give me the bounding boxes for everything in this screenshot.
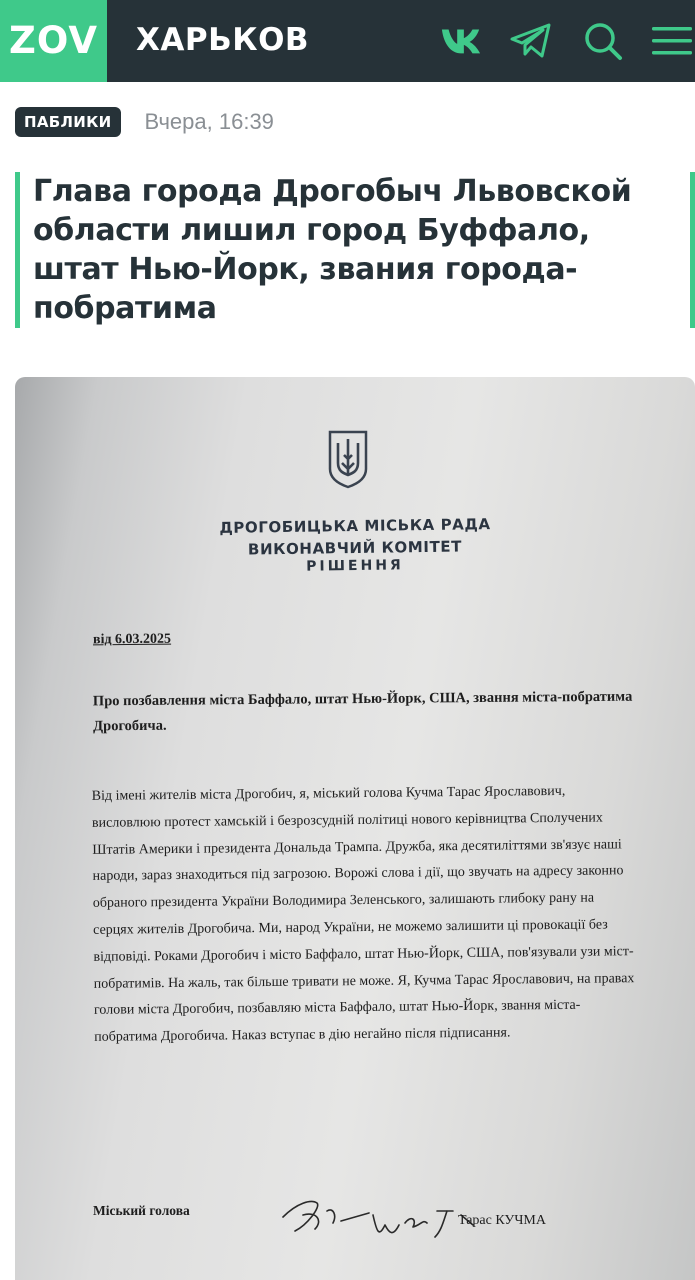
article-title: Глава города Дрогобыч Львовской области лишил город Буффало, штат Нью-Йорк, звания города-побратима	[33, 174, 632, 326]
mayor-label: Міський голова	[93, 1203, 190, 1218]
committee-name: ВИКОНАВЧИЙ КОМІТЕТ	[247, 537, 463, 559]
menu-icon[interactable]	[651, 20, 693, 62]
article-image[interactable]	[15, 377, 695, 1280]
vk-icon[interactable]	[440, 20, 482, 62]
article-title-block	[15, 172, 695, 328]
trident-emblem-icon	[327, 429, 369, 489]
document-date: від 6.03.2025	[92, 631, 172, 648]
city-title[interactable]: ХАРЬКОВ	[136, 22, 310, 58]
telegram-icon[interactable]	[510, 20, 552, 62]
document-photo	[15, 377, 695, 1280]
search-icon[interactable]	[582, 20, 624, 62]
publish-time: Вчера, 16:39	[144, 109, 274, 134]
document-subject: Про позбавлення міста Баффало, штат Нью-Йорк, США, звання міста-побратима Дрогобича.	[92, 688, 633, 735]
site-logo[interactable]: ZOV	[0, 0, 107, 82]
mayor-name: Тарас КУЧМА	[458, 1213, 546, 1228]
decision-heading: РІШЕННЯ	[306, 557, 404, 575]
handwritten-signature-icon	[277, 1185, 477, 1245]
top-bar	[0, 0, 695, 82]
document-body: Від імені жителів міста Дрогобич, я, міський голова Кучма Тарас Ярославович, висловлюю протест хамській і безрозсудній політиці нового керівництва Сполучених Штатів Америки і президента Дональда Трампа. Дружба, яка десятиліттями зв'язує наші народи, зараз знаходиться під загрозою. Ворожі слова і дії, що звучать на адресу законно обраного президента України Володимира Зеленського, залишають глибоку рану на серцях жителів Дрогобича. Ми, народ України, не можемо залишити ці провокації без відповіді. Роками Дрогобич і місто Баффало, штат Нью-Йорк, США, пов'язували узи міст-побратимів. На жаль, так більше тривати не може. Я, Кучма Тарас Ярославович, на правах голови міста Дрогобич, позбавляю міста Баффало, штат Нью-Йорк, звання міста-побратима Дрогобича. Наказ вступає в дію негайно після підписання.	[91, 783, 635, 1046]
council-name: ДРОГОБИЦЬКА МІСЬКА РАДА	[219, 515, 491, 537]
article-meta	[15, 106, 274, 138]
category-badge[interactable]: ПАБЛИКИ	[15, 107, 121, 137]
